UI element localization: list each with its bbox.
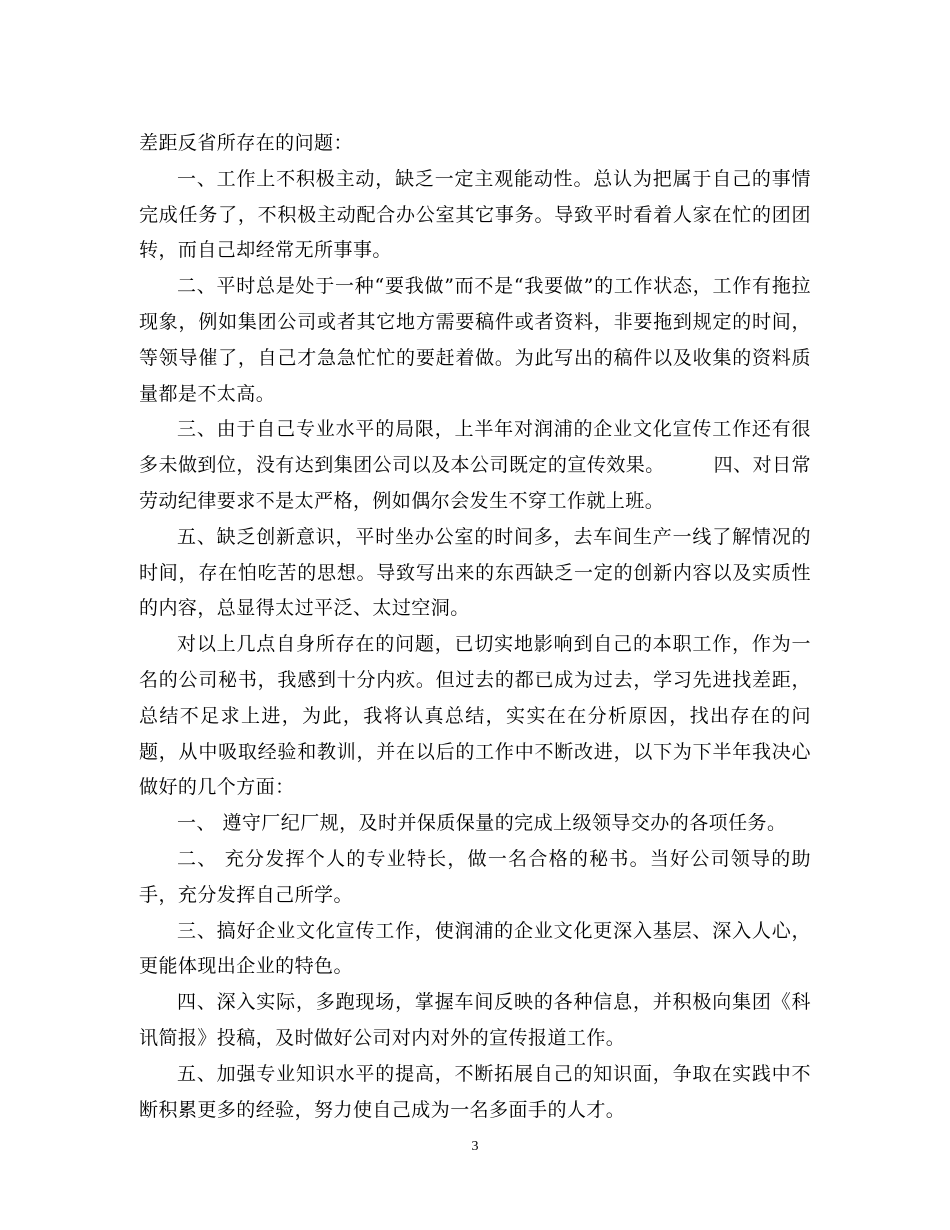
paragraph-problem-5: 五、缺乏创新意识，平时坐办公室的时间多，去车间生产一线了解情况的时间，存在怕吃苦的思想。导致写出来的东西缺乏一定的创新内容以及实质性的内容，总显得太过平泛、太过空洞。 [139,525,811,620]
paragraph-problem-1: 一、工作上不积极主动，缺乏一定主观能动性。总认为把属于自己的事情完成任务了，不积极主动配合办公室其它事务。导致平时看着人家在忙的团团转，而自己却经常无所事事。 [139,167,811,262]
paragraph-plan-5: 五、加强专业知识水平的提高，不断拓展自己的知识面，争取在实践中不断积累更多的经验，努力使自己成为一名多面手的人才。 [139,1062,811,1121]
paragraph-plan-4: 四、深入实际，多跑现场，掌握车间反映的各种信息，并积极向集团《科讯简报》投稿，及时做好公司对内对外的宣传报道工作。 [139,991,811,1049]
paragraph-plan-3: 三、搞好企业文化宣传工作，使润浦的企业文化更深入基层、深入人心，更能体现出企业的特色。 [139,919,811,978]
paragraph-problem-3-4: 三、由于自己专业水平的局限，上半年对润浦的企业文化宣传工作还有很多未做到位，没有达到集团公司以及本公司既定的宣传效果。 四、对日常劳动纪律要求不是太严格，例如偶尔会发生不穿工作就上班。 [139,418,811,512]
paragraph-plan-1: 一、 遵守厂纪厂规，及时并保质保量的完成上级领导交办的各项任务。 [177,812,787,835]
paragraph-intro: 差距反省所存在的问题： [139,132,353,154]
document-body [139,126,811,1128]
paragraph-problem-2: 二、平时总是处于一种“要我做”而不是“我要做”的工作状态，工作有拖拉现象，例如集团公司或者其它地方需要稿件或者资料，非要拖到规定的时间，等领导催了，自己才急急忙忙的要赶着做。为此写出的稿件以及收集的资料质量都是不太高。 [139,275,811,405]
page-number: 3 [471,1139,479,1154]
paragraph-summary: 对以上几点自身所存在的问题，已切实地影响到自己的本职工作，作为一名的公司秘书，我感到十分内疚。但过去的都已成为过去，学习先进找差距，总结不足求上进，为此，我将认真总结，实实在在分析原因，找出存在的问题，从中吸取经验和教训，并在以后的工作中不断改进，以下为下半年我决心做好的几个方面： [139,633,811,799]
paragraph-plan-2: 二、 充分发挥个人的专业特长，做一名合格的秘书。当好公司领导的助手，充分发挥自己所学。 [139,847,811,906]
